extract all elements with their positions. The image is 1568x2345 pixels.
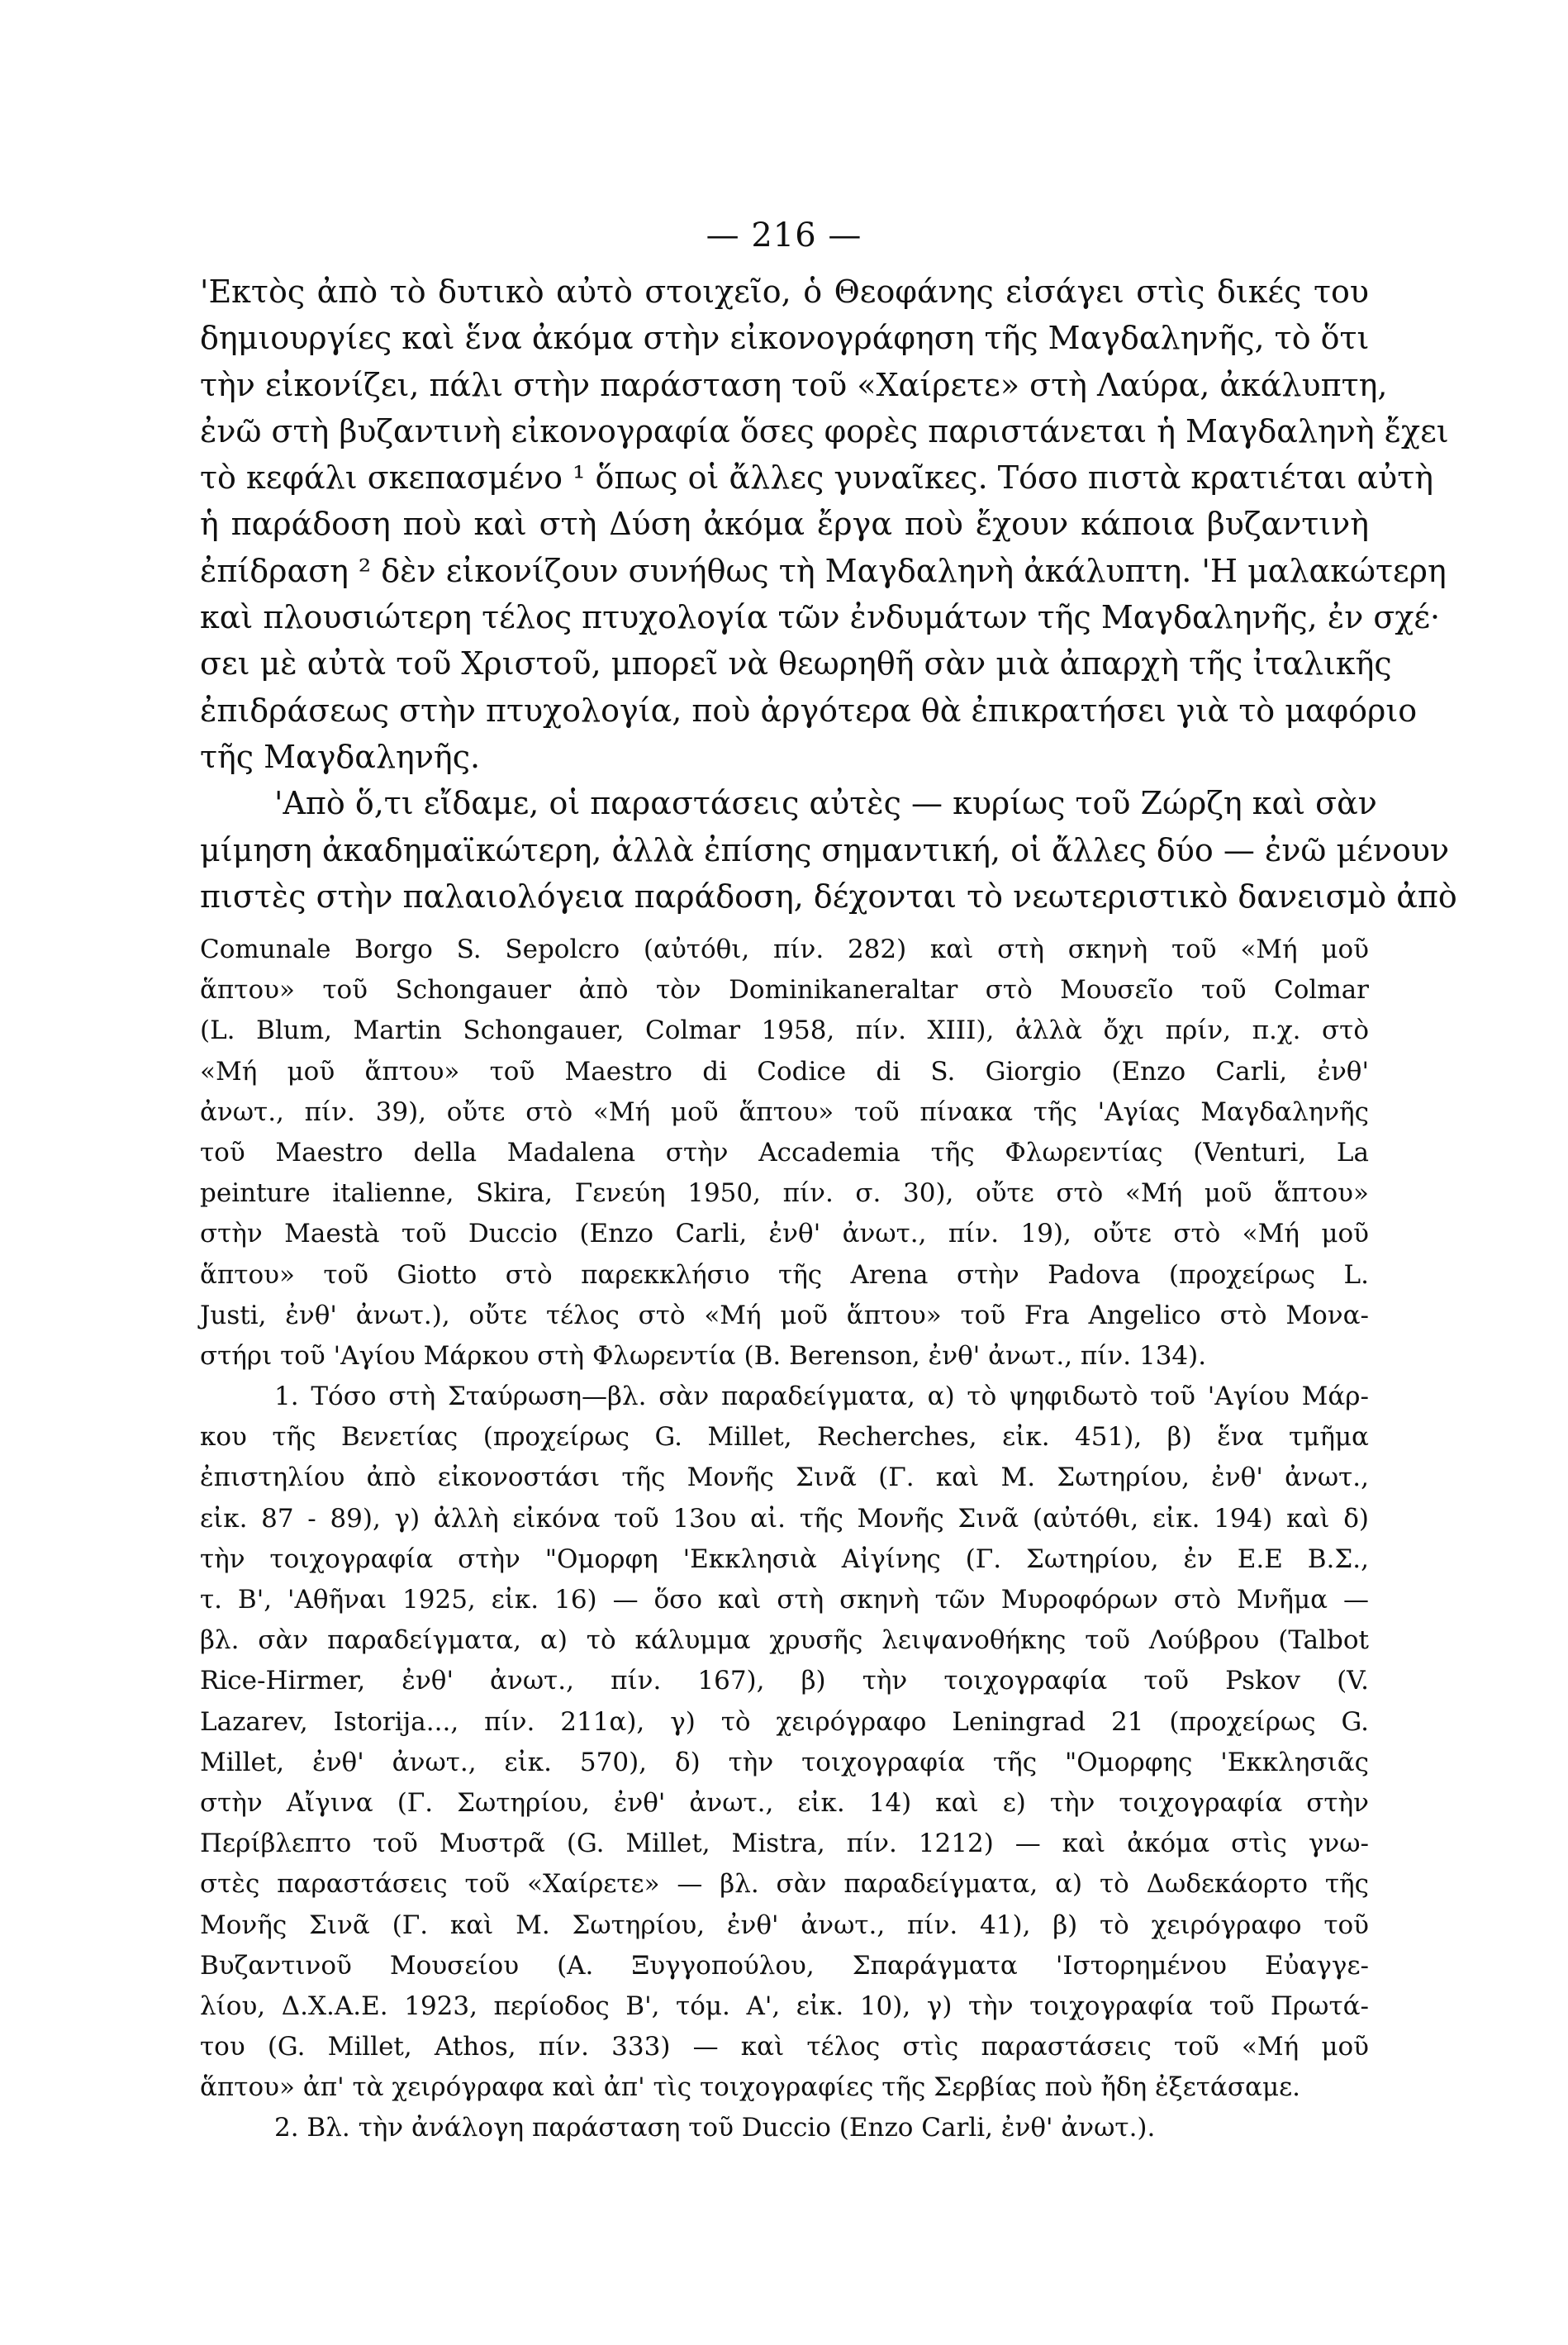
footnote-line: (L. Blum, Martin Schongauer, Colmar 1958, πίν. XIII), ἀλλὰ ὄχι πρίν, π.χ. στὸ: [200, 1016, 1369, 1046]
page-number: — 216 —: [706, 216, 862, 254]
footnote-line: 2. Βλ. τὴν ἀνάλογη παράσταση τοῦ Duccio (Enzo Carli, ἐνθ' ἀνωτ.).: [274, 2113, 1156, 2143]
footnote-line: τοῦ Maestro della Madalena στὴν Accademia τῆς Φλωρεντίας (Venturi, La: [200, 1137, 1369, 1168]
text-line: ἡ παράδοση ποὺ καὶ στὴ Δύση ἀκόμα ἔργα ποὺ ἔχουν κάποια βυζαντινὴ: [200, 506, 1369, 543]
footnote-line: Millet, ἐνθ' ἀνωτ., εἰκ. 570), δ) τὴν τοιχογραφία τῆς "Ομορφης 'Εκκλησιᾶς: [200, 1747, 1369, 1777]
footnote-line: Μονῆς Σινᾶ (Γ. καὶ Μ. Σωτηρίου, ἐνθ' ἀνωτ., πίν. 41), β) τὸ χειρόγραφο τοῦ: [200, 1910, 1369, 1940]
text-line: τὴν εἰκονίζει, πάλι στὴν παράσταση τοῦ «Χαίρετε» στὴ Λαύρα, ἀκάλυπτη,: [200, 366, 1388, 403]
text-line: δημιουργίες καὶ ἕνα ἀκόμα στὴν εἰκονογράφηση τῆς Μαγδαληνῆς, τὸ ὅτι: [200, 320, 1370, 357]
footnote-line: Rice-Hirmer, ἐνθ' ἀνωτ., πίν. 167), β) τὴν τοιχογραφία τοῦ Pskov (V.: [200, 1666, 1369, 1696]
footnote-line: ἅπτου» τοῦ Giotto στὸ παρεκκλήσιο τῆς Arena στὴν Padova (προχείρως L.: [200, 1259, 1369, 1290]
text-line: ἐπίδραση ² δὲν εἰκονίζουν συνήθως τὴ Μαγδαληνὴ ἀκάλυπτη. 'Η μαλακώτερη: [200, 552, 1447, 589]
footnote-line: εἰκ. 87 - 89), γ) ἀλλὴ εἰκόνα τοῦ 13ου αἰ. τῆς Μονῆς Σινᾶ (αὐτόθι, εἰκ. 194) καὶ δ): [200, 1503, 1369, 1534]
footnote-line: κου τῆς Βενετίας (προχείρως G. Millet, Recherches, εἰκ. 451), β) ἕνα τμῆμα: [200, 1422, 1369, 1453]
footnote-line: ἅπτου» τοῦ Schongauer ἀπὸ τὸν Dominikaneraltar στὸ Μουσεῖο τοῦ Colmar: [200, 975, 1369, 1006]
text-line: 'Εκτὸς ἀπὸ τὸ δυτικὸ αὐτὸ στοιχεῖο, ὁ Θεοφάνης εἰσάγει στὶς δικές του: [200, 274, 1369, 310]
text-line: πιστὲς στὴν παλαιολόγεια παράδοση, δέχονται τὸ νεωτεριστικὸ δανεισμὸ ἀπὸ: [200, 878, 1457, 915]
footnote-line: Comunale Borgo S. Sepolcro (αὐτόθι, πίν. 282) καὶ στὴ σκηνὴ τοῦ «Μή μοῦ: [200, 935, 1369, 964]
text-line: 'Απὸ ὅ,τι εἴδαμε, οἱ παραστάσεις αὐτὲς — κυρίως τοῦ Ζώρζη καὶ σὰν: [274, 785, 1377, 822]
footnote-line: Lazarev, Istorija..., πίν. 211α), γ) τὸ χειρόγραφο Leningrad 21 (προχείρως G.: [200, 1706, 1369, 1737]
text-line: μίμηση ἀκαδημαϊκώτερη, ἀλλὰ ἐπίσης σημαντική, οἱ ἄλλες δύο — ἐνῶ μένουν: [200, 831, 1450, 868]
footnote-line: peinture italienne, Skira, Γενεύη 1950, πίν. σ. 30), οὔτε στὸ «Μή μοῦ ἅπτου»: [200, 1178, 1369, 1209]
footnote-line: ἐπιστηλίου ἀπὸ εἰκονοστάσι τῆς Μονῆς Σινᾶ (Γ. καὶ Μ. Σωτηρίου, ἐνθ' ἀνωτ.,: [200, 1463, 1369, 1493]
footnote-line: στὴν Αἴγινα (Γ. Σωτηρίου, ἐνθ' ἀνωτ., εἰκ. 14) καὶ ε) τὴν τοιχογραφία στὴν: [200, 1787, 1369, 1818]
footnote-line: λίου, Δ.Χ.Α.Ε. 1923, περίοδος Β', τόμ. Α', εἰκ. 10), γ) τὴν τοιχογραφία τοῦ Πρωτά-: [200, 1991, 1369, 2021]
text-line: ἐπιδράσεως στὴν πτυχολογία, ποὺ ἀργότερα θὰ ἐπικρατήσει γιὰ τὸ μαφόριο: [200, 692, 1418, 729]
footnote-line: στὴν Maestà τοῦ Duccio (Enzo Carli, ἐνθ' ἀνωτ., πίν. 19), οὔτε στὸ «Μή μοῦ: [200, 1219, 1369, 1249]
footnotes: [200, 930, 1369, 2149]
footnote-line: Περίβλεπτο τοῦ Μυστρᾶ (G. Millet, Mistra, πίν. 1212) — καὶ ἀκόμα στὶς γνω-: [200, 1829, 1369, 1859]
footnote-line: του (G. Millet, Athos, πίν. 333) — καὶ τέλος στὶς παραστάσεις τοῦ «Μή μοῦ: [200, 2032, 1369, 2062]
text-line: τῆς Μαγδαληνῆς.: [200, 738, 481, 775]
footnote-line: βλ. σὰν παραδείγματα, α) τὸ κάλυμμα χρυσῆς λειψανοθήκης τοῦ Λούβρου (Talbot: [200, 1625, 1369, 1656]
footnote-line: τ. Β', 'Αθῆναι 1925, εἰκ. 16) — ὅσο καὶ στὴ σκηνὴ τῶν Μυροφόρων στὸ Μνῆμα —: [200, 1585, 1369, 1615]
footnote-line: 1. Τόσο στὴ Σταύρωση—βλ. σὰν παραδείγματα, α) τὸ ψηφιδωτὸ τοῦ 'Αγίου Μάρ-: [274, 1382, 1369, 1412]
footnote-line: στήρι τοῦ 'Αγίου Μάρκου στὴ Φλωρεντία (B. Berenson, ἐνθ' ἀνωτ., πίν. 134).: [200, 1340, 1207, 1371]
text-line: τὸ κεφάλι σκεπασμένο ¹ ὅπως οἱ ἄλλες γυναῖκες. Τόσο πιστὰ κρατιέται αὐτὴ: [200, 459, 1434, 497]
text-line: σει μὲ αὐτὰ τοῦ Χριστοῦ, μπορεῖ νὰ θεωρηθῆ σὰν μιὰ ἀπαρχὴ τῆς ἰταλικῆς: [200, 645, 1392, 683]
text-line: ἐνῶ στὴ βυζαντινὴ εἰκονογραφία ὅσες φορὲς παριστάνεται ἡ Μαγδαληνὴ ἔχει: [200, 412, 1449, 449]
footnote-line: στὲς παραστάσεις τοῦ «Χαίρετε» — βλ. σὰν παραδείγματα, α) τὸ Δωδεκάορτο τῆς: [200, 1869, 1369, 1900]
text-line: καὶ πλουσιώτερη τέλος πτυχολογία τῶν ἐνδυμάτων τῆς Μαγδαληνῆς, ἐν σχέ·: [200, 599, 1441, 636]
main-text: [200, 269, 1457, 920]
footnote-line: ἀνωτ., πίν. 39), οὔτε στὸ «Μή μοῦ ἅπτου» τοῦ πίνακα τῆς 'Αγίας Μαγδαληνῆς: [200, 1096, 1369, 1127]
footnote-line: ἅπτου» ἀπ' τὰ χειρόγραφα καὶ ἀπ' τὶς τοιχογραφίες τῆς Σερβίας ποὺ ἤδη ἐξετάσαμε.: [200, 2072, 1301, 2103]
footnote-line: Justi, ἐνθ' ἀνωτ.), οὔτε τέλος στὸ «Μή μοῦ ἅπτου» τοῦ Fra Angelico στὸ Μονα-: [200, 1300, 1369, 1330]
footnote-line: Βυζαντινοῦ Μουσείου (Α. Ξυγγοπούλου, Σπαράγματα 'Ιστορημένου Εὐαγγε-: [200, 1950, 1369, 1981]
footnote-line: τὴν τοιχογραφία στὴν "Ομορφη 'Εκκλησιὰ Αἰγίνης (Γ. Σωτηρίου, ἐν Ε.Ε Β.Σ.,: [200, 1544, 1369, 1574]
footnote-line: «Μή μοῦ ἅπτου» τοῦ Maestro di Codice di S. Giorgio (Enzo Carli, ἐνθ': [200, 1056, 1369, 1087]
